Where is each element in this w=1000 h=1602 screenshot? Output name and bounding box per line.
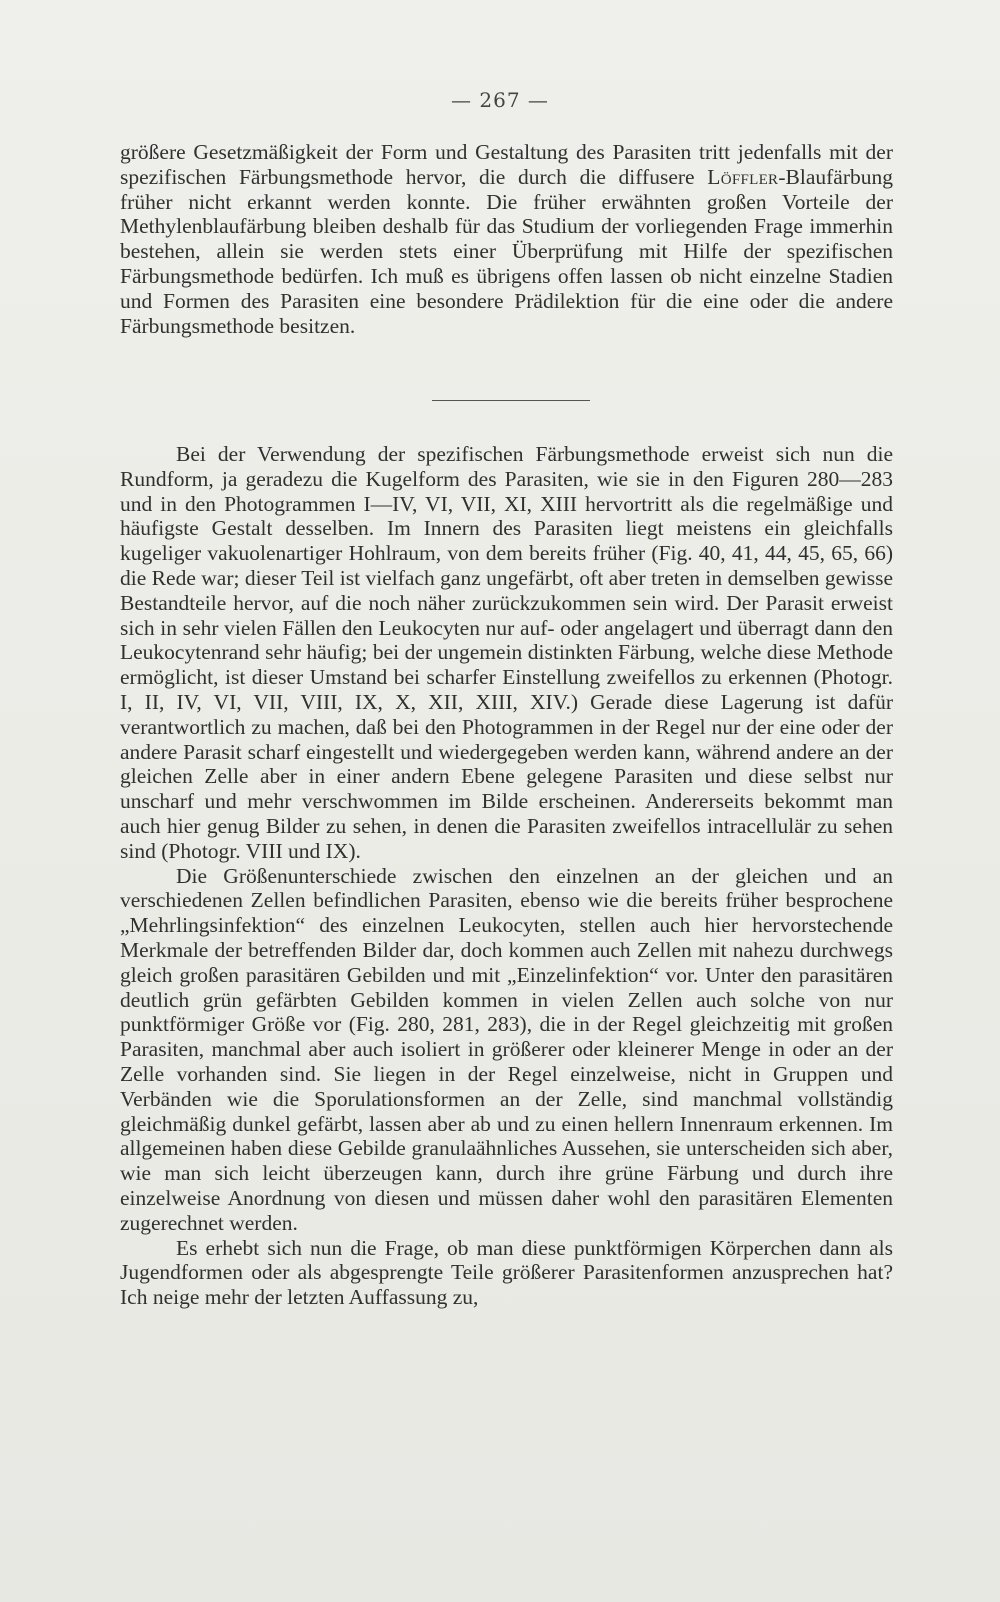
section-divider: [432, 400, 590, 401]
paragraph-text: größere Gesetzmäßigkeit der Form und Gestaltung des Parasiten tritt jedenfalls mit der spezifischen Färbungsmethode hervor, die durch die diffusere: [120, 140, 893, 189]
paragraph: Es erhebt sich nun die Frage, ob man diese punktförmigen Körperchen dann als Jugendformen oder als abgesprengte Teile größerer Parasitenformen anzusprechen hat? Ich neige mehr der letzten Auffassung zu,: [120, 1235, 893, 1310]
page-number: — 267 —: [451, 88, 549, 112]
paragraph: [120, 140, 893, 338]
paragraph: Die Größenunterschiede zwischen den einzelnen an der gleichen und an verschiedenen Zellen befindlichen Parasiten, ebenso wie die bereits früher besprochene „Mehrlingsinfektion“ des einzelnen Leukocyten, stellen auch hier hervorstechende Merkmale der betreffenden Bilder dar, doch kommen auch Zellen mit nahezu durchwegs gleich großen parasitären Gebilden und mit „Einzelinfektion“ vor. Unter den parasitären deutlich grün gefärbten Gebilden kommen in vielen Zellen auch solche von nur punktförmiger Größe vor (Fig. 280, 281, 283), die in der Regel gleichzeitig mit großen Parasiten, manchmal aber auch isoliert in größerer oder kleinerer Menge in oder an der Zelle vorhanden sind. Sie liegen in der Regel einzelweise, nicht in Gruppen und Verbänden wie die Sporulationsformen an der Zelle, sind manchmal vollständig gleichmäßig dunkel gefärbt, lassen aber ab und zu einen hellern Innenraum erkennen. Im allgemeinen haben diese Gebilde granulaähnliches Aussehen, sie unterscheiden sich aber, wie man sich leicht überzeugen kann, durch ihre grüne Färbung und durch ihre einzelweise Anordnung von diesen und müssen daher wohl den parasitären Elementen zugerechnet werden.: [120, 863, 893, 1235]
paragraph-text: -Blaufärbung früher nicht erkannt werden konnte. Die früher erwähnten großen Vorteile der Methylenblaufärbung bleiben deshalb für das Studium der vorliegenden Frage immerhin bestehen, allein sie werden stets einer Überprüfung mit Hilfe der spezifischen Färbungsmethode bedürfen. Ich muß es übrigens offen lassen ob nicht einzelne Stadien und Formen des Parasiten eine besondere Prädilektion für die eine oder die andere Färbungsmethode besitzen.: [120, 164, 893, 338]
paragraph: Bei der Verwendung der spezifischen Färbungsmethode erweist sich nun die Rundform, ja geradezu die Kugelform des Parasiten, wie sie in den Figuren 280—283 und in den Photogrammen I—IV, VI, VII, XI, XIII hervortritt als die regelmäßige und häufigste Gestalt desselben. Im Innern des Parasiten liegt meistens ein gleichfalls kugeliger vakuolenartiger Hohlraum, von dem bereits früher (Fig. 40, 41, 44, 45, 65, 66) die Rede war; dieser Teil ist vielfach ganz ungefärbt, oft aber treten in demselben gewisse Bestandteile hervor, auf die noch näher zurückzukommen sein wird. Der Parasit erweist sich in sehr vielen Fällen den Leukocyten nur auf- oder angelagert und überragt dann den Leukocytenrand sehr häufig; bei der ungemein distinkten Färbung, welche diese Methode ermöglicht, ist dieser Umstand bei scharfer Einstellung zweifellos zu erkennen (Photogr. I, II, IV, VI, VII, VIII, IX, X, XII, XIII, XIV.) Gerade diese Lagerung ist dafür verantwortlich zu machen, daß bei den Photogrammen in der Regel nur der eine oder der andere Parasit scharf eingestellt und wiedergegeben werden kann, während andere an der gleichen Zelle aber in einer andern Ebene gelegene Parasiten und diese selbst nur unscharf und mehr verschwommen im Bilde erscheinen. Andererseits bekommt man auch hier genug Bilder zu sehen, in denen die Parasiten zweifellos intracellulär zu sehen sind (Photogr. VIII und IX).: [120, 442, 893, 863]
text-section-1: [120, 140, 893, 338]
text-section-2: [120, 442, 893, 1310]
author-name: Löffler: [707, 164, 779, 189]
